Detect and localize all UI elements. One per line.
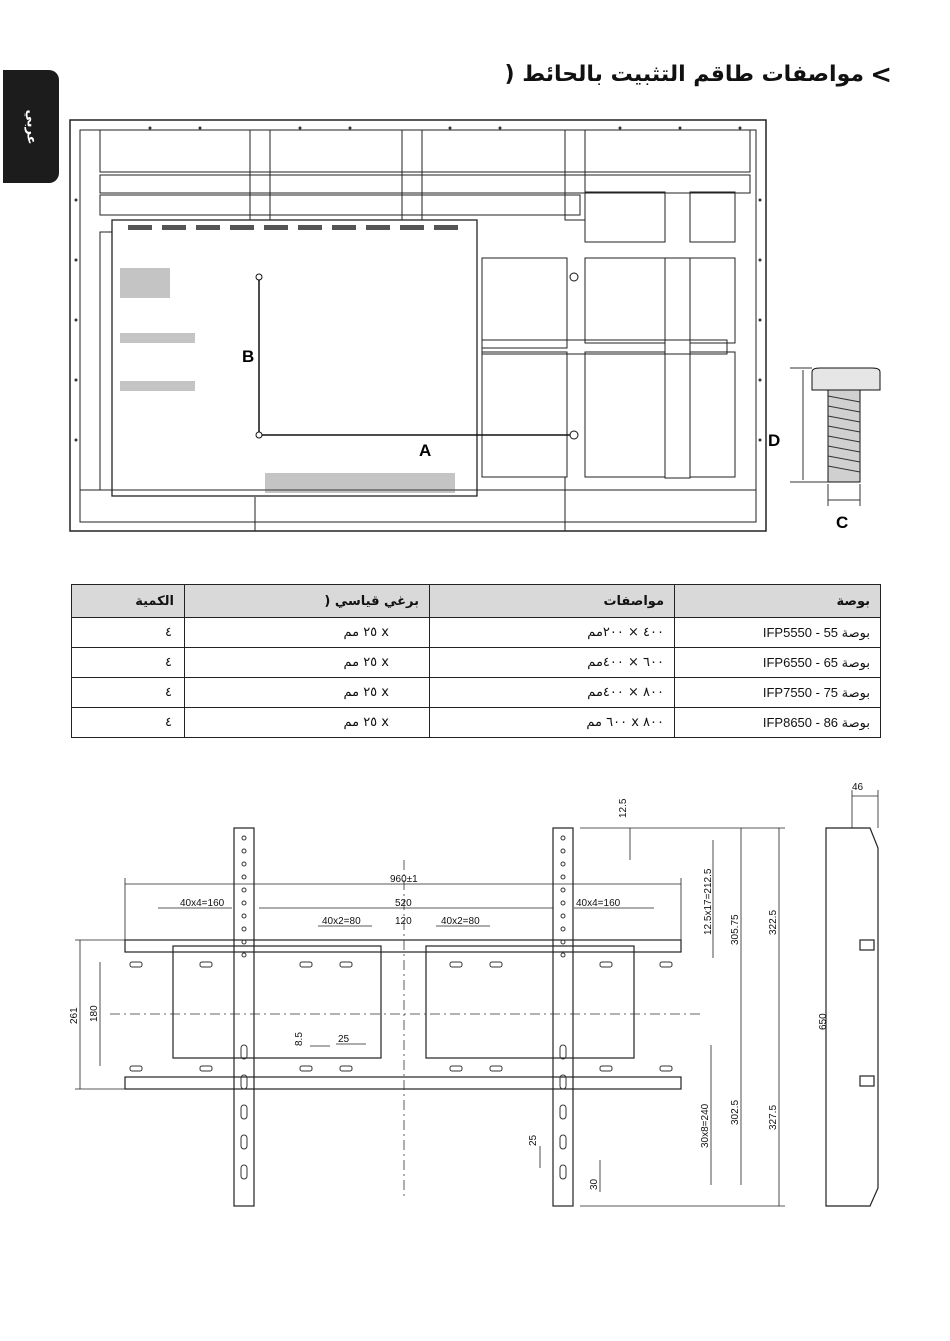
label-b: B <box>242 347 255 366</box>
dim-inner-span: 180 <box>89 1005 100 1022</box>
dim-total-height: 650 <box>818 1013 829 1030</box>
cell-model: بوصة IFP8650 - 86 <box>675 708 881 738</box>
dim-lower-slot: 25 <box>528 1134 539 1146</box>
cell-screw: x ٢٥ مم <box>185 618 430 648</box>
cell-spec: ٨٠٠ x ٦٠٠ مم <box>430 708 675 738</box>
dim-overall-width: 960±1 <box>390 874 418 885</box>
display-back-diagram <box>0 0 950 560</box>
dim-bottom-half: 327.5 <box>768 1104 779 1130</box>
table-row <box>72 708 881 738</box>
header-spec: مواصفات <box>430 585 675 618</box>
dim-top-offset: 12.5 <box>618 798 629 818</box>
cell-qty: ٤ <box>72 618 185 648</box>
label-c: C <box>836 513 849 532</box>
dim-slot-width: 25 <box>338 1034 350 1045</box>
dim-lower-holes: 30x8=240 <box>700 1103 711 1148</box>
dim-middle-gap: 120 <box>395 916 412 927</box>
language-tab-label: عربي <box>23 108 39 145</box>
cell-spec: ٨٠٠ × ٤٠٠مم <box>430 678 675 708</box>
dim-lower-height: 302.5 <box>730 1099 741 1125</box>
dim-depth: 46 <box>852 782 864 793</box>
dim-bottom-offset: 30 <box>589 1178 600 1190</box>
header-screw: برغي قياسي ( <box>185 585 430 618</box>
cell-screw: x ٢٥ مم <box>185 678 430 708</box>
header-qty: الكمية <box>72 585 185 618</box>
table-header-row <box>72 585 881 618</box>
dim-left-pair: 40x2=80 <box>322 916 361 927</box>
screw-spec-table <box>71 584 881 738</box>
table-row <box>72 618 881 648</box>
table-row <box>72 678 881 708</box>
cell-qty: ٤ <box>72 678 185 708</box>
cell-model: بوصة IFP7550 - 75 <box>675 678 881 708</box>
title-arrow-icon: < <box>870 60 892 90</box>
cell-spec: ٤٠٠ × ٢٠٠مم <box>430 618 675 648</box>
cell-model: بوصة IFP5550 - 55 <box>675 618 881 648</box>
dim-center-span: 520 <box>395 898 412 909</box>
page-title: مواصفات طاقم التثبيت بالحائط ( <box>504 62 864 87</box>
header-size: بوصة <box>675 585 881 618</box>
dim-top-half: 322.5 <box>768 909 779 935</box>
dim-rail-span: 261 <box>69 1007 80 1024</box>
dim-left-holes: 40x4=160 <box>180 898 225 909</box>
dim-right-holes: 40x4=160 <box>576 898 621 909</box>
cell-qty: ٤ <box>72 708 185 738</box>
table-row <box>72 648 881 678</box>
cell-model: بوصة IFP6550 - 65 <box>675 648 881 678</box>
cell-screw: x ٢٥ مم <box>185 648 430 678</box>
cell-screw: x ٢٥ مم <box>185 708 430 738</box>
dim-vertical-holes: 12.5x17=212.5 <box>703 868 714 935</box>
cell-spec: ٦٠٠ × ٤٠٠مم <box>430 648 675 678</box>
dim-right-pair: 40x2=80 <box>441 916 480 927</box>
label-a: A <box>419 441 432 460</box>
cell-qty: ٤ <box>72 648 185 678</box>
dim-slot-height: 8.5 <box>294 1032 305 1046</box>
label-d: D <box>768 431 781 450</box>
dim-upper-height: 305.75 <box>730 914 741 945</box>
